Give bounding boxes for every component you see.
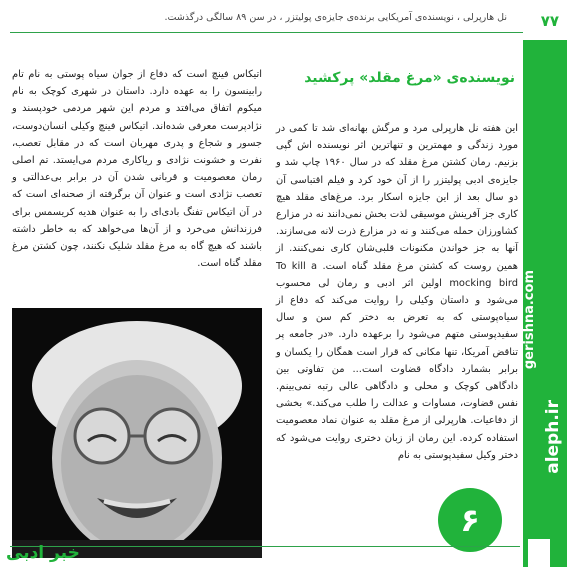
- page-badge: [438, 488, 502, 552]
- article-text-left: اتیکاس فینچ است که دفاع از جوان سیاه پوستی به نام تام رابینسون را به عهده دارد. داستان در شهری کوچک به نام میکوم اتفاق می‌افتد و مردم این شهر مردمی خودپسند و نژادپرست معرفی شده‌اند. اتیکاس فینچ وکیلی انسان‌دوست، جسور و شجاع و پدری مهربان است که در مقابل تعصب، نفرت و خشونت نژادی و ریاکاری مردم می‌ایستد. تم اصلی رمان معصومیت و قربانی شدن آن در برابر بی‌عدالتی و تعصب نژادی است و عنوان آن برگرفته از صحنه‌ای است که در آن اتیکاس تفنگ بادی‌ای را به عنوان هدیه کریسمس برای فرزندانش می‌خرد و از آن‌ها می‌خواهد که به خاطر داشته باشند که هیچ گاه به مرغ مقلد شلیک نکنند، چون کشتن مرغ مقلد گناه است.: [12, 69, 262, 270]
- footer-divider: [10, 546, 520, 547]
- sidebar-bottom-mark: [528, 539, 550, 567]
- site-label-aleph: aleph.ir: [543, 400, 563, 474]
- page-badge-number: ۶: [460, 501, 480, 539]
- article-title: نویسنده‌ی «مرغ مقلد» پرکشید: [304, 70, 515, 86]
- green-sidebar: [523, 0, 567, 567]
- section-label: خبر ادبی: [6, 543, 80, 563]
- header-divider: [10, 32, 535, 33]
- article-column-right: [276, 120, 518, 464]
- article-text-right: این هفته نل هارپرلی مرد و مرگش بهانه‌ای شد تا کمی در مورد زندگی و مهمترین و تنها‌ترین اثر نویسنده اش گپی بزنیم. رمان کشتن مرغ مقلد که در سال ۱۹۶۰ چاپ شد و جایزه‌ی ادبی پولیتزر را از آن خود کرد و فیلم اقتباسی آن دو سال بعد از این جایزه اسکار برد. مرغ‌های مقلد هیچ کاری جز آفرینش موسیقی لذت بخش نمی‌دانند نه در مزارع کشاورزان حمله می‌کنند و نه در مزارع ذرت لانه می‌سازند. آنها به جز خواندن مکنونات قلبی‌شان کاری نمی‌کنند. از همین روست که کشتن مرغ مقلد گناه است. To kill a mocking bird اولین اثر ادبی و رمان لی محسوب می‌شود و داستان وکیلی را روایت می‌کند که دفاع از سیاه‌پوستی که به تعرض به دختر کم سن و سال سفیدپوستی متهم می‌شود را برعهده دارد. «در جامعه پر تناقض آمریکا، تنها مکانی که قرار است همگان را یکسان و برابر بشمارد دادگاه قضاوت است... من تفاوتی بین دادگاهی کوچک و محلی و دادگاهی عالی رتبه نمی‌بینم. نفس قضاوت، مساوات و عدالت را طلب می‌کند.» بخشی از دفاعیات. هارپرلی از مرغ مقلد به عنوان نماد معصومیت استفاده کرده. این رمان از زبان دختری روایت می‌شود که دختر وکیل سفیدپوستی به نام: [276, 123, 518, 461]
- header-text: نل هارپرلی ، نویسنده‌ی آمریکایی برنده‌ی جایزه‌ی پولیتزر ، در سن ۸۹ سالگی درگذشت.: [164, 12, 507, 23]
- article-column-left: [12, 66, 262, 272]
- page-number: ۷۷: [540, 12, 559, 30]
- site-label-gerishna: gerishna.com: [522, 270, 537, 370]
- author-portrait-illustration: [12, 308, 262, 558]
- author-photo: [12, 308, 262, 558]
